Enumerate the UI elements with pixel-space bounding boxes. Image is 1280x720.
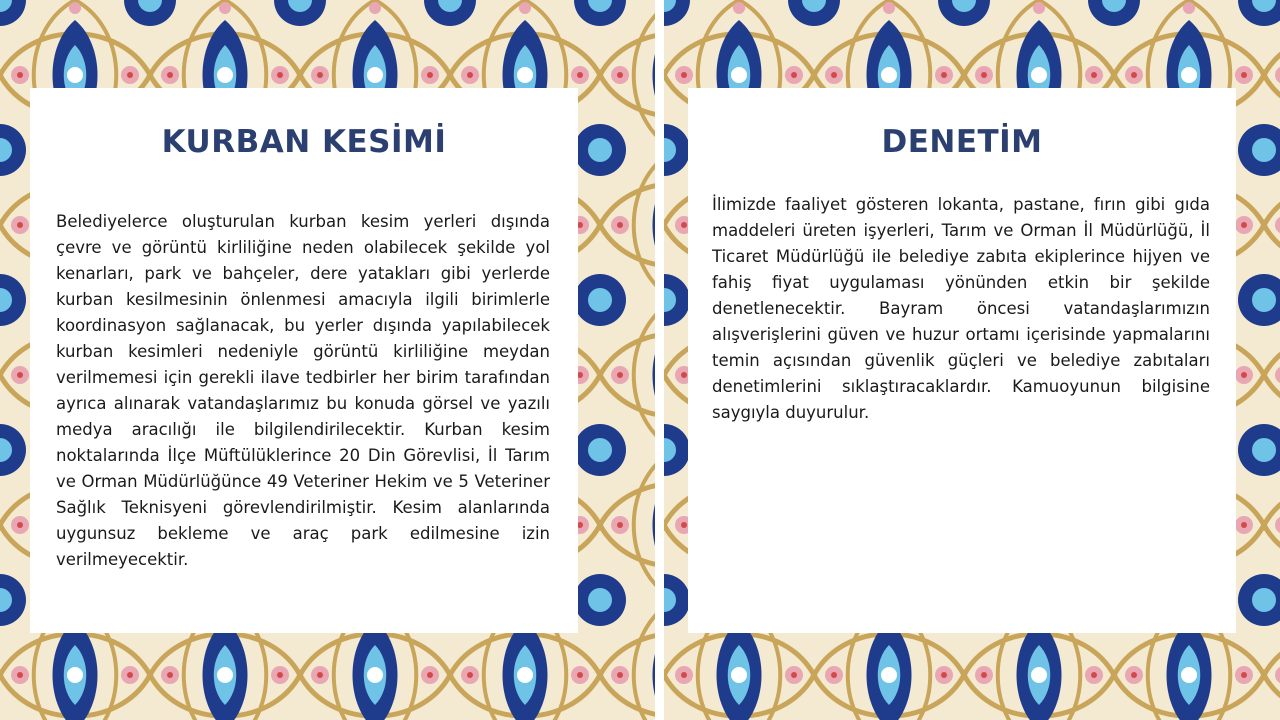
slide-right [664,0,1280,720]
slide-body-text: Belediyelerce oluşturulan kurban kesim yerleri dışında çevre ve görüntü kirliliğine neden olabilecek şekilde yol kenarları, park ve bahçeler, dere yatakları gibi yerlerde kurban kesilmesinin önlenmesi amacıyla ilgili birimlerle koordinasyon sağlanacak, bu yerler dışında yapılabilecek kurban kesimleri nedeniyle görüntü kirliliğine meydan verilmemesi için gerekli ilave tedbirler her birim tarafından ayrıca alınarak vatandaşlarımız bu konuda görsel ve yazılı medya aracılığı ile bilgilendirilecektir. Kurban kesim noktalarında İlçe Müftülüklerince 20 Din Görevlisi, İl Tarım ve Orman Müdürlüğünce 49 Veteriner Hekim ve 5 Veteriner Sağlık Teknisyeni görevlendirilmiştir. Kesim alanlarında uygunsuz bekleme ve araç park edilmesine izin verilmeyecektir. [56,212,550,569]
content-card-left [30,88,578,633]
slide-body-text: İlimizde faaliyet gösteren lokanta, pastane, fırın gibi gıda maddeleri üreten işyerleri, Tarım ve Orman İl Müdürlüğü, İl Ticaret Müdürlüğü ile belediye zabıta ekiplerince hijyen ve fahiş fiyat uygulaması yönünden etkin bir şekilde denetlenecektir. Bayram öncesi vatandaşlarımızın alışverişlerini güven ve huzur ortamı içerisinde yapmalarını temin açısından güvenlik güçleri ve belediye zabıtaları denetimlerini sıklaştıracaklardır. Kamuoyunun bilgisine saygıyla duyurulur. [712,195,1210,422]
slide-title: KURBAN KESİMİ [161,124,447,160]
slide-title: DENETİM [881,124,1043,160]
content-card-right [688,88,1236,633]
